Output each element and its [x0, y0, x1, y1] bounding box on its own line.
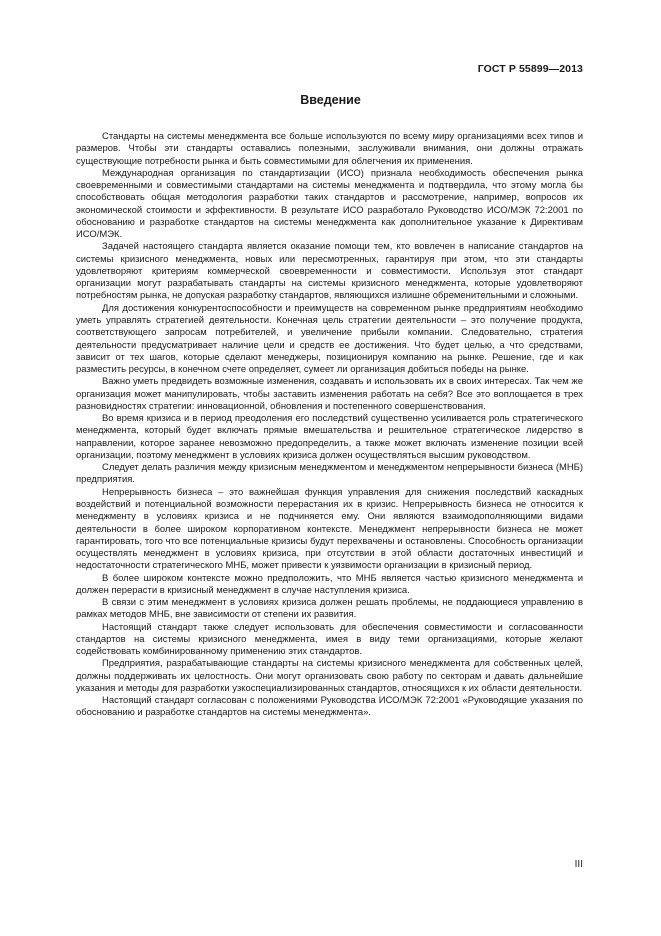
paragraph: Задачей настоящего стандарта является оказание помощи тем, кто вовлечен в написание стандартов на системы кризисного менеджмента, новых или пересмотренных, гарантируя при этом, что эти стандарты удовлетворяют критериям коммерческой своевременности и совместимости. Используя этот стандарт организации могут разрабатывать стандарты на системы кризисного менеджмента, которые удовлетворяют потребностям рынка, не допуская разработку стандартов, являющихся излишне обременительными и сложными.: [76, 241, 583, 302]
paragraph: В более широком контексте можно предположить, что МНБ является частью кризисного менеджмента и должен перерасти в кризисный менеджмент в случае наступления кризиса.: [76, 572, 583, 596]
paragraph: Предприятия, разрабатывающие стандарты на системы кризисного менеджмента для собственных целей, должны поддерживать их целостность. Они могут организовать свою работу по секторам и давать дальнейшие указания и методы для разработки узкоспециализированных стандартов, относящихся к их области деятельности.: [76, 658, 583, 694]
paragraph: Важно уметь предвидеть возможные изменения, создавать и использовать их в своих интересах. Так чем же организация может манипулировать, чтобы заставить изменения работать на себя? Все это воплощается в трех разновидностях стратегии: инновационной, обновления и постепенного совершенствования.: [76, 376, 583, 412]
paragraph: Для достижения конкурентоспособности и преимуществ на современном рынке предприятиям необходимо уметь управлять стратегией деятельности. Конечная цель стратегии деятельности – это получение продукта, соответствующего запросам потребителей, и увеличение прибыли компании. Следовательно, стратегия деятельности предусматривает наличие цели и средств ее достижения. Что будет целью, а что средствами, зависит от тех шагов, которые сделают менеджеры, позиционируя компанию на рынке. Решение, где и как разместить ресурсы, в конечном счете определяет, сумеет ли организация добиться победы на рынке.: [76, 302, 583, 376]
paragraph: Настоящий стандарт также следует использовать для обеспечения совместимости и согласованности стандартов на системы кризисного менеджмента, имея в виду теми организациями, которые желают содействовать комбинированному применению этих стандартов.: [76, 621, 583, 658]
paragraph: Непрерывность бизнеса – это важнейшая функция управления для снижения последствий каскадных воздействий и потенциальной возможности перерастания их в кризис. Непрерывность бизнеса не относится к менеджменту в условиях кризиса и не подчиняется ему. Они являются взаимодополняющими видами деятельности в более широком корпоративном контексте. Менеджмент непрерывности бизнеса не может гарантировать, того что все потенциальные кризисы будут перехвачены и остановлены. Способность организации осуществлять менеджмент в условиях кризиса, при отсутствии в этой области достаточных инвестиций и недостаточности стратегического МНБ, может привести к уязвимости организации в кризисный период.: [76, 486, 583, 572]
page-number: III: [574, 859, 583, 870]
paragraph: Настоящий стандарт согласован с положениями Руководства ИСО/МЭК 72:2001 «Руководящие указания по обоснованию и разработке стандартов на системы менеджмента».: [76, 695, 583, 719]
paragraph: Во время кризиса и в период преодоления его последствий существенно усиливается роль стратегического менеджмента, который будет включать прямые вмешательства и решительное стратегическое лидерство в направлении, которое заранее невозможно предопределить, а также может включать изменение позиции всей организации, поэтому менеджмент в условиях кризиса должен осуществляться высшим руководством.: [76, 413, 583, 461]
paragraph: Следует делать различия между кризисным менеджментом и менеджментом непрерывности бизнеса (МНБ) предприятия.: [76, 462, 583, 486]
section-title: Введение: [300, 93, 361, 107]
paragraph: В связи с этим менеджмент в условиях кризиса должен решать проблемы, не поддающиеся управлению в рамках методов МНБ, вне зависимости от степени их развития.: [76, 597, 583, 621]
document-header-standard-id: ГОСТ Р 55899—2013: [477, 63, 583, 75]
paragraph: Стандарты на системы менеджмента все больше используются по всему миру организациями всех типов и размеров. Чтобы эти стандарты оставались полезными, заслуживали внимания, они должны отражать существующие потребности рынка и быть совместимыми для облегчения их применения.: [76, 131, 583, 167]
paragraph: Международная организация по стандартизации (ИСО) признала необходимость обеспечения рынка своевременными и совместимыми стандартами на системы менеджмента и подтвердила, что этому могла бы способствовать общая методология разработки таких стандартов и рассмотрение, например, вопросов их экономической стоимости и эффективности. В результате ИСО разработало Руководство ИСО/МЭК 72:2001 по обоснованию и разработке стандартов на системы менеджмента как дополнительное указание к Директивам ИСО/МЭК.: [76, 167, 583, 241]
body-text: [76, 131, 583, 720]
